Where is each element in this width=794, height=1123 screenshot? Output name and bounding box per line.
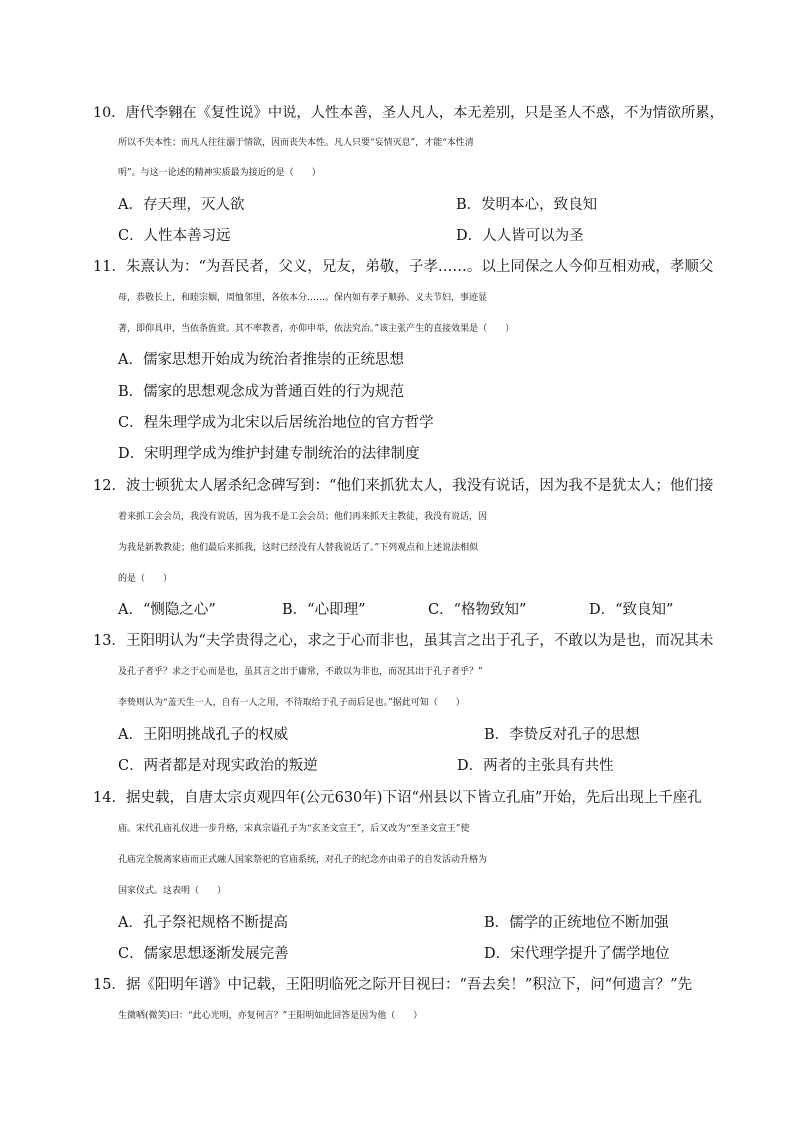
question-text-line: 的是（ ）: [118, 574, 173, 584]
option-d[interactable]: D．“致良知”: [589, 602, 674, 618]
question-text-line: 庙。宋代孔庙礼仪进一步升格，宋真宗谥孔子为“玄圣文宣王”，后又改为“至圣文宣王”使: [118, 824, 470, 834]
option-b[interactable]: B．儒家的思想观念成为普通百姓的行为规范: [118, 384, 405, 400]
question-text-line: 母，恭敬长上，和睦宗姻，周恤邻里，各依本分……。保内如有孝子顺孙、义夫节妇，事迹显: [118, 293, 488, 303]
question-text-line: 明”。与这一论述的精神实质最为接近的是（ ）: [118, 168, 321, 178]
option-a[interactable]: A．王阳明挑战孔子的权威: [118, 727, 288, 743]
question-text-line: 11．朱熹认为：“为吾民者，父义，兄友，弟敬，子孝……。以上同保之人今仰互相劝戒，孝顺父: [93, 259, 714, 275]
option-c[interactable]: C．两者都是对现实政治的叛逆: [118, 758, 318, 774]
option-b[interactable]: B．“心即理”: [282, 602, 366, 618]
option-d[interactable]: D．两者的主张具有共性: [457, 758, 614, 774]
question-text-line: 生微哂(微笑)曰：“此心光明，亦复何言？”王阳明如此回答是因为他（ ）: [118, 1011, 423, 1021]
option-a[interactable]: A．儒家思想开始成为统治者推崇的正统思想: [118, 352, 404, 368]
option-c[interactable]: C．“格物致知”: [428, 602, 527, 618]
question-text-line: 孔庙完全脱离家庙而正式融人国家祭祀的官庙系统，对孔子的纪念亦由弟子的自发活动升格为: [118, 855, 488, 865]
option-c[interactable]: C．儒家思想逐渐发展完善: [118, 946, 289, 962]
option-c[interactable]: C．人性本善习远: [118, 228, 231, 244]
option-d[interactable]: D．人人皆可以为圣: [456, 228, 584, 244]
question-text-line: 及孔子者乎？求之于心而是也，虽其言之出于庸常，不敢以为非也，而况其出于孔子者乎？”: [118, 667, 483, 677]
question-text-line: 13．王阳明认为“夫学贵得之心，求之于心而非也，虽其言之出于孔子，不敢以为是也，而况其未: [93, 633, 714, 649]
option-b[interactable]: B．李贽反对孔子的思想: [484, 727, 640, 743]
option-a[interactable]: A．“恻隐之心”: [118, 602, 216, 618]
question-text-line: 14．据史载，自唐太宗贞观四年(公元630年)下诏“州县以下皆立孔庙”开始，先后出现上千座孔: [93, 790, 702, 806]
option-d[interactable]: D．宋代理学提升了儒学地位: [484, 946, 670, 962]
question-text-line: 着来抓工会会员，我没有说话，因为我不是工会会员；他们再来抓天主教徒，我没有说话，因: [118, 512, 488, 522]
question-text-line: 15．据《阳明年谱》中记载，王阳明临死之际开目视曰：“吾去矣！”积泣下，问“何遗言？”先: [93, 977, 693, 993]
option-c[interactable]: C．程朱理学成为北宋以后居统治地位的官方哲学: [118, 415, 434, 431]
option-b[interactable]: B．发明本心，致良知: [456, 197, 598, 213]
option-a[interactable]: A．存天理，灭人欲: [118, 197, 245, 213]
option-d[interactable]: D．宋明理学成为维护封建专制统治的法律制度: [118, 446, 420, 462]
question-text-line: 所以不失本性；而凡人往往溺于情欲，因而丧失本性。凡人只要“妄情灭息”，才能“本性清: [118, 138, 474, 148]
question-text-line: 著，即仰具申，当依条旌赏。其不率教者，亦仰申举，依法究治。”该主张产生的直接效果是（ ）: [118, 324, 515, 334]
question-text-line: 12．波士顿犹太人屠杀纪念碑写到：“他们来抓犹太人，我没有说话，因为我不是犹太人；他们接: [93, 478, 714, 494]
question-text-line: 李贽则认为“盖天生一人，自有一人之用，不待取给于孔子而后足也。”据此可知（ ）: [118, 698, 465, 708]
question-text-line: 10．唐代李翱在《复性说》中说，人性本善，圣人凡人，本无差别，只是圣人不惑，不为情欲所累，: [93, 105, 724, 121]
option-a[interactable]: A．孔子祭祀规格不断提高: [118, 915, 288, 931]
option-b[interactable]: B．儒学的正统地位不断加强: [484, 915, 669, 931]
question-text-line: 为我是新教教徒；他们最后来抓我，这时已经没有人替我说话了。”下列观点和上述说法相似: [118, 543, 479, 553]
question-text-line: 国家仪式。这表明（ ）: [118, 886, 227, 896]
